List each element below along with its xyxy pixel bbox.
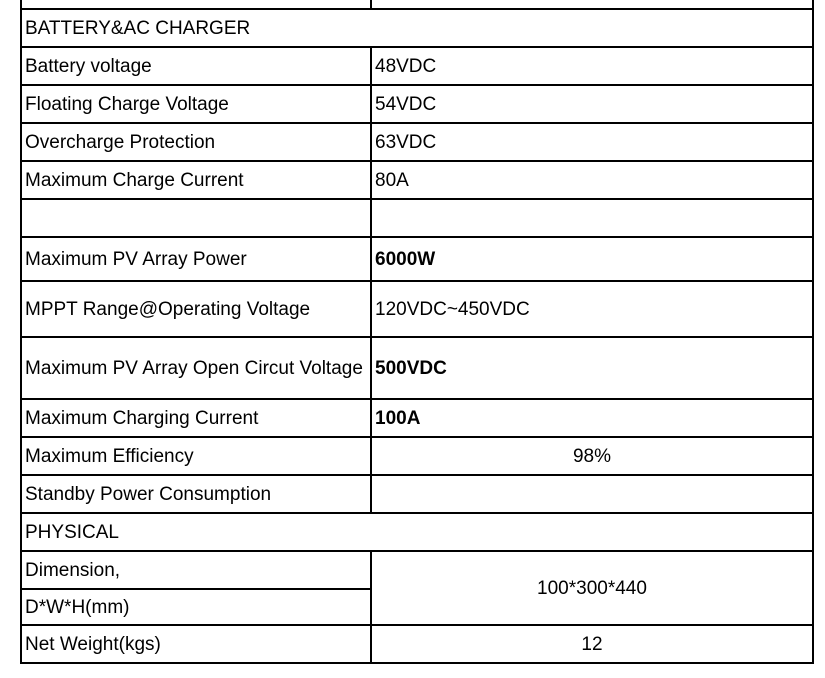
table-row [21, 337, 813, 399]
row-label: Dimension, [21, 551, 371, 589]
row-value: 63VDC [371, 123, 813, 161]
dimension-value: 100*300*440 [371, 551, 813, 625]
row-value: 500VDC [371, 337, 813, 399]
row-label: Floating Charge Voltage [21, 85, 371, 123]
section-header-row [21, 9, 813, 47]
row-label: Maximum Efficiency [21, 437, 371, 475]
table-cell [21, 0, 371, 9]
row-label: Maximum Charging Current [21, 399, 371, 437]
row-label: Overcharge Protection [21, 123, 371, 161]
spec-table [20, 0, 814, 664]
table-row [21, 475, 813, 513]
table-row [21, 85, 813, 123]
table-row [21, 281, 813, 337]
table-row [21, 237, 813, 281]
row-label: Net Weight(kgs) [21, 625, 371, 663]
row-label: Standby Power Consumption [21, 475, 371, 513]
row-value: 48VDC [371, 47, 813, 85]
table-cell [21, 199, 371, 237]
row-value: 100A [371, 399, 813, 437]
row-label: Maximum PV Array Power [21, 237, 371, 281]
weight-value: 12 [371, 625, 813, 663]
row-label: Maximum PV Array Open Circut Voltage [21, 337, 371, 399]
row-label: MPPT Range@Operating Voltage [21, 281, 371, 337]
top-partial-row [21, 0, 813, 9]
row-value: 6000W [371, 237, 813, 281]
table-row [21, 625, 813, 663]
table-row [21, 161, 813, 199]
table-row [21, 123, 813, 161]
table-cell [371, 199, 813, 237]
table-row [21, 437, 813, 475]
row-value [371, 475, 813, 513]
section-header-row [21, 513, 813, 551]
row-value: 98% [371, 437, 813, 475]
row-value: 120VDC~450VDC [371, 281, 813, 337]
row-value: 54VDC [371, 85, 813, 123]
table-row [21, 47, 813, 85]
battery-section-header: BATTERY&AC CHARGER [21, 9, 813, 47]
row-label: Battery voltage [21, 47, 371, 85]
physical-section-header: PHYSICAL [21, 513, 813, 551]
empty-row [21, 199, 813, 237]
table-cell [371, 0, 813, 9]
row-label: Maximum Charge Current [21, 161, 371, 199]
row-value: 80A [371, 161, 813, 199]
row-label: D*W*H(mm) [21, 589, 371, 625]
table-row [21, 399, 813, 437]
table-row [21, 551, 813, 589]
